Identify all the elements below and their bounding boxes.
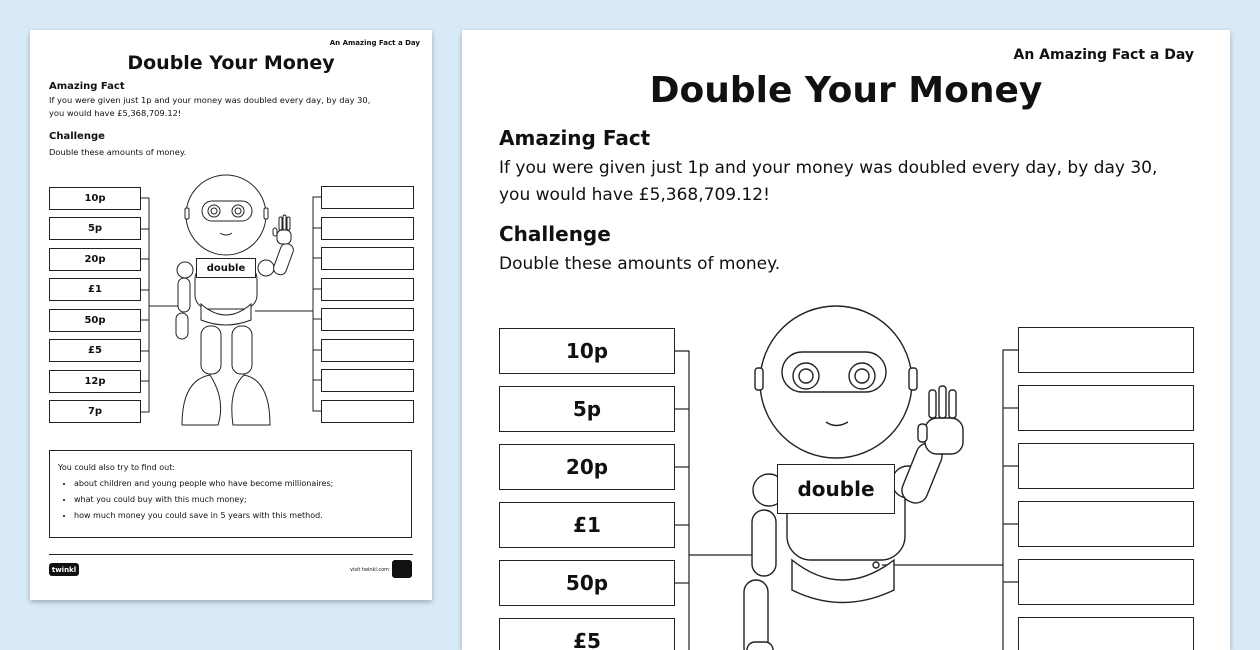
- brand-header: An Amazing Fact a Day: [1013, 47, 1194, 63]
- amount-box: 10p: [49, 187, 141, 210]
- amount-box: 20p: [499, 444, 675, 490]
- amount-box: £5: [499, 618, 675, 650]
- double-label: double: [777, 464, 895, 514]
- footer-divider: [49, 554, 413, 555]
- footer-badge-icon: [392, 560, 412, 578]
- amount-box: 10p: [499, 328, 675, 374]
- challenge-text: Double these amounts of money.: [49, 147, 187, 157]
- challenge-heading: Challenge: [49, 131, 105, 142]
- robot-illustration: [462, 30, 1230, 650]
- fact-line-2: you would have £5,368,709.12!: [499, 185, 770, 205]
- extension-intro: You could also try to find out:: [58, 463, 176, 472]
- amazing-fact-heading: Amazing Fact: [49, 81, 125, 92]
- amount-box: 7p: [49, 400, 141, 423]
- extension-tips-box: [49, 450, 412, 538]
- brand-header: An Amazing Fact a Day: [329, 39, 420, 47]
- amount-box: £5: [49, 339, 141, 362]
- extension-item: • about children and young people who have become millionaires;: [74, 479, 411, 488]
- extension-item: • how much money you could save in 5 years with this method.: [74, 511, 411, 520]
- fact-line-1: If you were given just 1p and your money was doubled every day, by day 30,: [499, 158, 1158, 178]
- challenge-text: Double these amounts of money.: [499, 254, 781, 274]
- amount-box: 5p: [499, 386, 675, 432]
- extension-item: • what you could buy with this much money;: [74, 495, 411, 504]
- amount-box: £1: [499, 502, 675, 548]
- amazing-fact-heading: Amazing Fact: [499, 126, 651, 150]
- worksheet-title: Double Your Money: [649, 70, 1043, 111]
- worksheet-thumbnail: [30, 30, 432, 600]
- double-label: double: [196, 258, 256, 278]
- twinkl-logo: twinkl: [49, 563, 79, 576]
- amount-box: £1: [49, 278, 141, 301]
- amount-box: 20p: [49, 248, 141, 271]
- challenge-heading: Challenge: [499, 222, 611, 246]
- amount-box: 50p: [499, 560, 675, 606]
- worksheet-title: Double Your Money: [127, 52, 335, 74]
- worksheet-zoomed: [462, 30, 1230, 650]
- fact-line-2: you would have £5,368,709.12!: [49, 108, 182, 118]
- amount-box: 50p: [49, 309, 141, 332]
- amount-box: 12p: [49, 370, 141, 393]
- amount-box: 5p: [49, 217, 141, 240]
- fact-line-1: If you were given just 1p and your money was doubled every day, by day 30,: [49, 95, 371, 105]
- footer-url: visit twinkl.com: [350, 567, 390, 573]
